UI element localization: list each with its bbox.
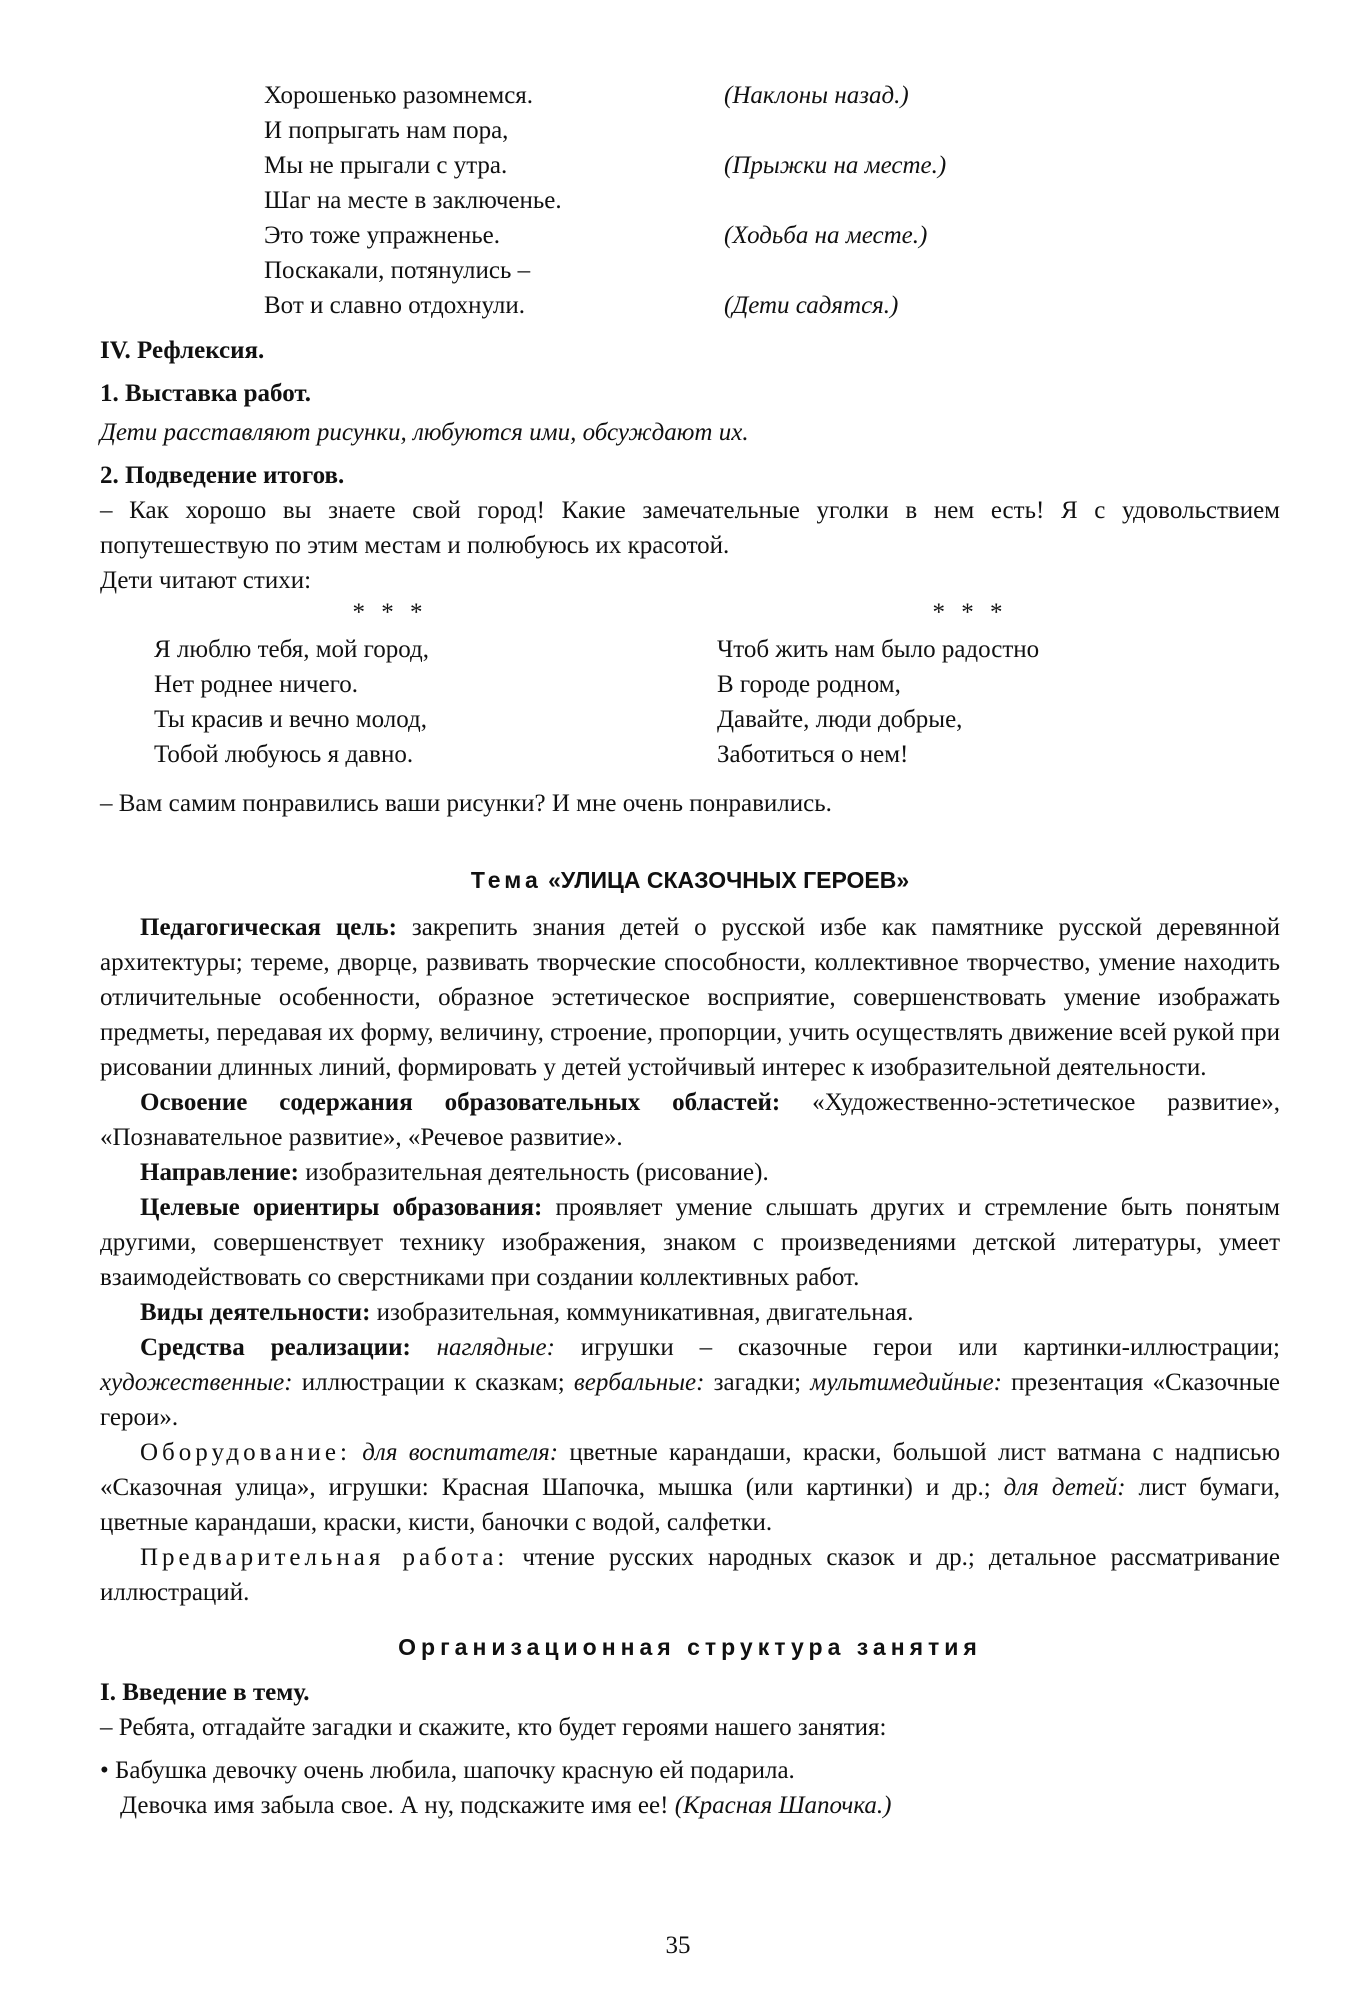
poem-line: В городе родном, <box>717 671 901 698</box>
poem-text: Хорошенько разомнемся. <box>264 82 534 109</box>
topic-name: «УЛИЦА СКАЗОЧНЫХ ГЕРОЕВ» <box>548 867 910 893</box>
equipment-kids-text: лист бумаги, цветные карандаши, краски, кисти, баночки с водой, салфетки. <box>100 1474 1280 1536</box>
poem-line: Нет роднее ничего. <box>154 671 358 698</box>
riddle-line <box>100 1788 1280 1823</box>
activities-paragraph <box>100 1295 1280 1330</box>
goal-paragraph <box>100 910 1280 1085</box>
poem-line <box>264 148 1280 183</box>
page-content <box>100 78 1280 1823</box>
prep-label: Предварительная работа: <box>140 1544 509 1571</box>
poem-text: Это тоже упражненье. <box>264 222 500 249</box>
poem-line: Ты красив и вечно молод, <box>154 706 428 733</box>
poem-note: (Дети садятся.) <box>724 292 899 319</box>
poem-line: Я люблю тебя, мой город, <box>154 636 430 663</box>
structure-title: Организационная структура занятия <box>398 1634 982 1660</box>
direction-label: Направление: <box>140 1159 299 1186</box>
poem-line <box>264 78 1280 113</box>
means-media-text: презентация «Сказочные герои». <box>100 1369 1280 1431</box>
poem-note: (Прыжки на месте.) <box>724 152 947 179</box>
summary-heading: 2. Подведение итогов. <box>100 462 345 489</box>
intro-text: – Ребята, отгадайте загадки и скажите, кто будет героями нашего занятия: <box>100 1714 887 1741</box>
poem-line <box>264 253 1280 288</box>
means-label: Средства реализации: <box>140 1334 411 1361</box>
means-paragraph <box>100 1330 1280 1435</box>
means-visual-label: наглядные: <box>436 1334 555 1361</box>
activities-text: изобразительная, коммуникативная, двигательная. <box>370 1299 914 1326</box>
poem-line: Тобой любуюсь я давно. <box>154 741 414 768</box>
means-visual-text: игрушки – сказочные герои или картинки-иллюстрации; <box>554 1334 1281 1361</box>
reflection-heading: IV. Рефлексия. <box>100 337 265 364</box>
closing-line: – Вам самим понравились ваши рисунки? И мне очень понравились. <box>100 790 832 817</box>
riddle-line: • Бабушка девочку очень любила, шапочку красную ей подарила. <box>100 1757 795 1784</box>
poem-left <box>154 632 717 772</box>
poem-line <box>264 183 1280 218</box>
topic-prefix: Тема <box>470 867 542 893</box>
stars-divider-left: * * * <box>352 599 428 626</box>
areas-text: «Художественно-эстетическое развитие», «Познавательное развитие», «Речевое развитие». <box>100 1089 1280 1151</box>
poem-line: Заботиться о нем! <box>717 741 909 768</box>
poem-note: (Наклоны назад.) <box>724 82 909 109</box>
poem-text: Мы не прыгали с утра. <box>264 152 508 179</box>
means-art-text: иллюстрации к сказкам; <box>292 1369 574 1396</box>
prep-paragraph <box>100 1540 1280 1610</box>
poem-line: Давайте, люди добрые, <box>717 706 963 733</box>
page-number: 35 <box>665 1932 691 1959</box>
exhibition-heading: 1. Выставка работ. <box>100 380 312 407</box>
prep-text: чтение русских народных сказок и др.; детальное рассматривание иллюстраций. <box>100 1544 1281 1606</box>
equipment-kids-label: для детей: <box>1003 1474 1126 1501</box>
poem-text: Вот и славно отдохнули. <box>264 292 525 319</box>
means-verbal-text: загадки; <box>704 1369 811 1396</box>
exhibition-text: Дети расставляют рисунки, любуются ими, обсуждают их. <box>100 419 749 446</box>
equipment-paragraph <box>100 1435 1280 1540</box>
equipment-label: Оборудование: <box>140 1439 351 1466</box>
riddle-answer: (Красная Шапочка.) <box>674 1792 892 1819</box>
equipment-teacher-text: цветные карандаши, краски, большой лист ватмана с надписью «Сказочная улица», игрушки: Красная Шапочка, мышка (или картинки) и др.; <box>100 1439 1280 1501</box>
poem-text: Поскакали, потянулись – <box>264 257 531 284</box>
targets-paragraph <box>100 1190 1280 1295</box>
means-art-label: художественные: <box>100 1369 293 1396</box>
city-poems <box>154 632 1280 772</box>
poem-line <box>264 113 1280 148</box>
riddle-text: Девочка имя забыла свое. А ну, подскажите имя ее! <box>120 1792 675 1819</box>
poem-note: (Ходьба на месте.) <box>724 222 928 249</box>
stars-divider-right: * * * <box>932 599 1008 626</box>
areas-label: Освоение содержания образовательных областей: <box>140 1089 781 1116</box>
goal-text: закрепить знания детей о русской избе как памятнике русской деревянной архитектуры; тереме, дворце, развивать творческие способности, коллективное творчество, умение находить отличительные особенности, образное эстетическое восприятие, совершенствовать умение изображать предметы, передавая их форму, величину, строение, пропорции, учить осуществлять движение всей рукой при рисовании длинных линий, формировать у детей устойчивый интерес к изобразительной деятельности. <box>100 914 1280 1081</box>
poem-text: Шаг на месте в заключенье. <box>264 187 562 214</box>
targets-label: Целевые ориентиры образования: <box>140 1194 543 1221</box>
poem-line: Чтоб жить нам было радостно <box>717 636 1040 663</box>
poem-right <box>717 632 1280 772</box>
areas-paragraph <box>100 1085 1280 1155</box>
poem-text: И попрыгать нам пора, <box>264 117 509 144</box>
summary-text: – Как хорошо вы знаете свой город! Какие замечательные уголки в нем есть! Я с удовольствием попутешествую по этим местам и полюбуюсь их красотой. <box>100 497 1280 559</box>
activities-label: Виды деятельности: <box>140 1299 371 1326</box>
topic-title <box>100 863 1280 898</box>
children-read-label: Дети читают стихи: <box>100 567 312 594</box>
goal-label: Педагогическая цель: <box>140 914 397 941</box>
means-media-label: мультимедийные: <box>810 1369 1002 1396</box>
poem-line <box>264 218 1280 253</box>
targets-text: проявляет умение слышать других и стремление быть понятым другими, совершенствует технику изображения, знаком с произведениями детской литературы, умеет взаимодействовать со сверстниками при создании коллективных работ. <box>100 1194 1281 1291</box>
means-verbal-label: вербальные: <box>573 1369 705 1396</box>
direction-text: изобразительная деятельность (рисование). <box>298 1159 769 1186</box>
exercise-poem <box>264 78 1280 323</box>
intro-heading: I. Введение в тему. <box>100 1679 310 1706</box>
equipment-teacher-label: для воспитателя: <box>362 1439 559 1466</box>
poem-dividers <box>100 598 1280 628</box>
poem-line <box>264 288 1280 323</box>
direction-paragraph <box>100 1155 1280 1190</box>
